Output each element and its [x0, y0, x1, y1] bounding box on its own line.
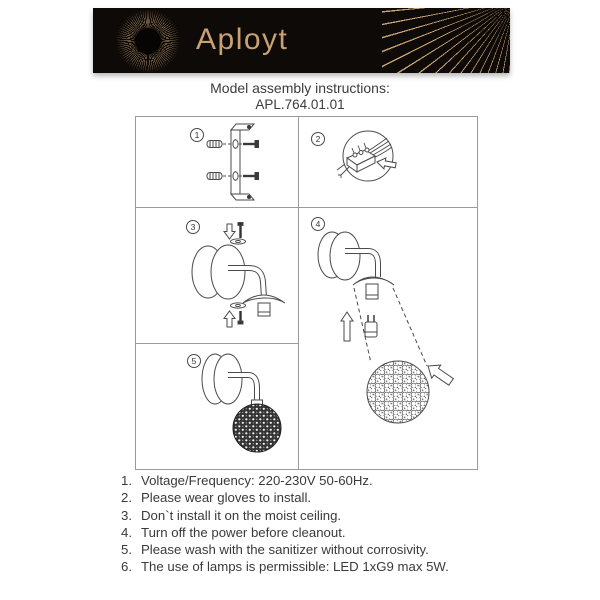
banner-rays-decoration	[382, 8, 510, 73]
assembled-lamp-diagram	[136, 344, 298, 469]
instruction-text: Voltage/Frequency: 220-230V 50-60Hz.	[141, 473, 373, 488]
screw-icon	[243, 141, 259, 180]
step-panel-4	[299, 208, 477, 469]
instruction-item	[117, 560, 517, 573]
instruction-text: The use of lamps is permissible: LED 1xG9 max 5W.	[141, 559, 449, 575]
canopy-assembly-diagram	[136, 208, 298, 343]
wall-anchor-icon	[207, 141, 222, 180]
instruction-number: 4.	[121, 524, 132, 540]
step-number-badge: 5	[187, 354, 201, 368]
instruction-number: 2.	[121, 490, 132, 506]
instruction-text: Turn off the power before cleanout.	[141, 524, 346, 540]
arrow-down-icon	[224, 224, 235, 239]
step-number-badge: 4	[311, 217, 325, 231]
step-number-badge: 3	[186, 220, 200, 234]
assembly-diagram	[135, 116, 478, 470]
model-code: APL.764.01.01	[255, 97, 345, 112]
instruction-text: Please wash with the sanitizer without corrosivity.	[141, 542, 429, 558]
step-number-badge: 2	[311, 132, 325, 146]
instruction-item	[117, 491, 517, 504]
instruction-item	[117, 543, 517, 556]
arrow-up-left-icon	[428, 365, 453, 385]
instruction-number: 1.	[121, 473, 132, 488]
arrow-up-icon	[341, 312, 353, 341]
instruction-number: 6.	[121, 559, 132, 575]
instruction-item	[117, 526, 517, 539]
brand-banner	[93, 8, 510, 73]
g9-bulb-icon	[365, 315, 377, 337]
wiring-diagram	[299, 117, 477, 207]
step-panel-3	[136, 208, 298, 343]
instruction-number: 3.	[121, 507, 132, 523]
brand-wordmark: Aployt	[196, 23, 289, 56]
bulb-shade-install-diagram	[299, 208, 477, 469]
bracket-diagram	[136, 117, 298, 207]
arrow-up-icon	[224, 311, 235, 327]
instruction-item	[117, 509, 517, 522]
instruction-list	[117, 474, 517, 578]
instruction-number: 5.	[121, 542, 132, 558]
instruction-item	[117, 474, 517, 487]
step-panel-5	[136, 344, 298, 469]
instruction-text: Please wear gloves to install.	[141, 490, 312, 506]
assembly-title: Model assembly instructions:	[210, 80, 390, 96]
sunburst-core	[136, 29, 160, 53]
header-block	[0, 81, 600, 112]
step-number-badge: 1	[190, 128, 204, 142]
instruction-text: Don`t install it on the moist ceiling.	[141, 507, 342, 523]
step-panel-1	[136, 117, 298, 207]
step-panel-2	[299, 117, 477, 207]
sunburst-logo-icon	[114, 8, 182, 73]
